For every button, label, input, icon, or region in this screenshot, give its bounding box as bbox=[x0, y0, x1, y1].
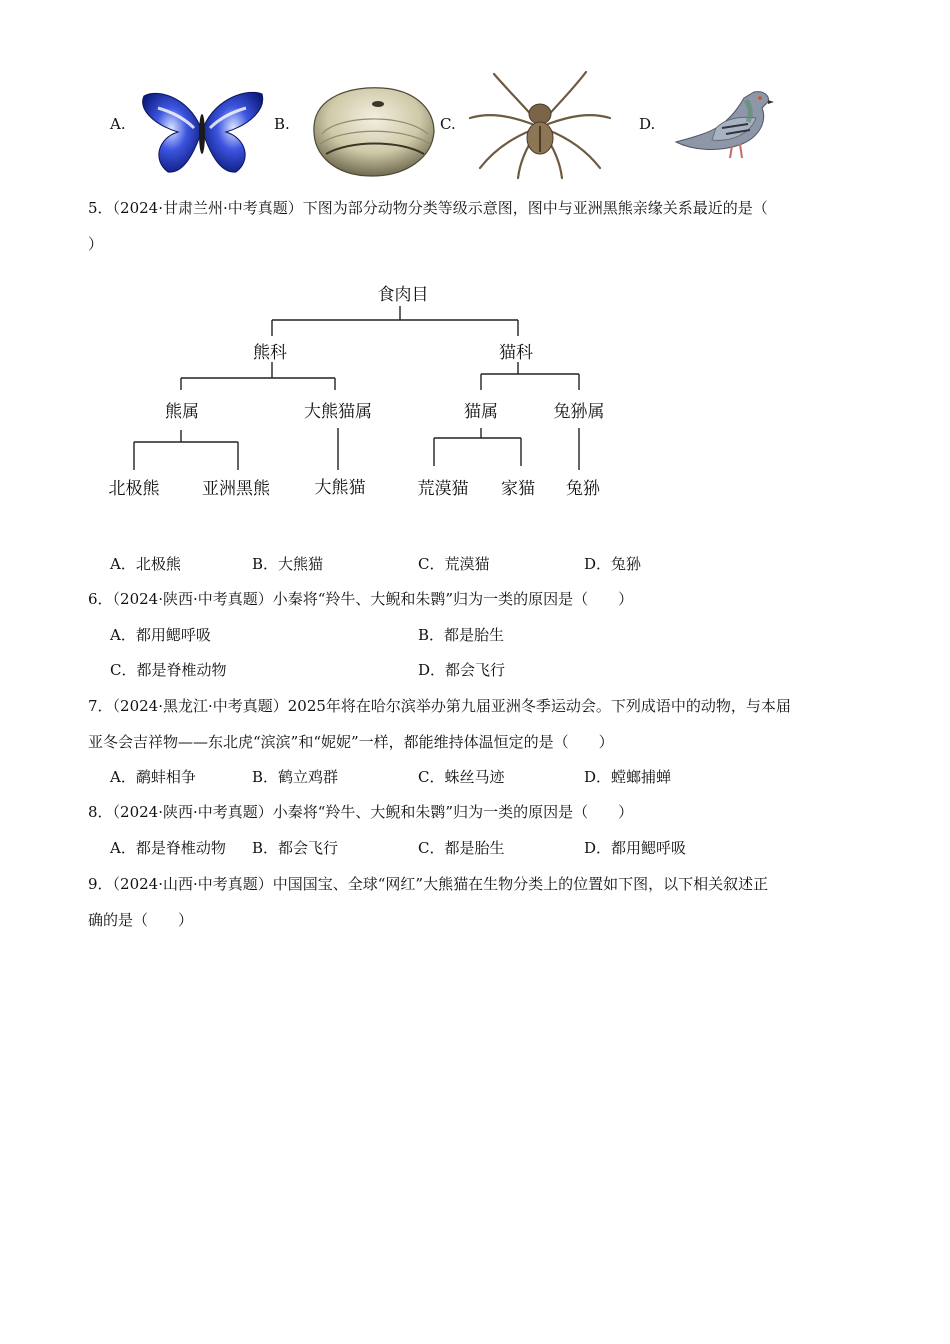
butterfly-image bbox=[138, 88, 266, 176]
q9-stem-line2: 确的是（ ） bbox=[88, 911, 194, 929]
q5-stem-line2: ） bbox=[88, 235, 104, 253]
q4-option-b-label: B. bbox=[274, 115, 290, 133]
tree-node-lynx-genus: 兔狲属 bbox=[553, 402, 605, 422]
q5-option-a[interactable]: A．北极熊 bbox=[110, 555, 181, 573]
tree-leaf-house-cat: 家猫 bbox=[501, 479, 535, 499]
q7-option-a[interactable]: A．鹬蚌相争 bbox=[110, 768, 196, 786]
tree-node-root: 食肉目 bbox=[377, 285, 429, 305]
classification-tree bbox=[0, 270, 700, 510]
pigeon-image bbox=[672, 78, 774, 168]
tree-node-cat-genus: 猫属 bbox=[464, 402, 498, 422]
q6-option-c[interactable]: C．都是脊椎动物 bbox=[110, 661, 227, 679]
q6-option-a[interactable]: A．都用鳃呼吸 bbox=[110, 626, 211, 644]
q8-option-c[interactable]: C．都是胎生 bbox=[418, 839, 505, 857]
tree-leaf-manul: 兔狲 bbox=[566, 479, 600, 499]
q5-stem-line1: 5．（2024·甘肃兰州·中考真题）下图为部分动物分类等级示意图，图中与亚洲黑熊亲缘关系最近的是（ bbox=[88, 199, 768, 217]
q7-option-c[interactable]: C．蛛丝马迹 bbox=[418, 768, 505, 786]
q8-option-a[interactable]: A．都是脊椎动物 bbox=[110, 839, 226, 857]
q8-option-b[interactable]: B．都会飞行 bbox=[252, 839, 339, 857]
q6-option-d[interactable]: D．都会飞行 bbox=[418, 661, 506, 679]
q5-option-c[interactable]: C．荒漠猫 bbox=[418, 555, 490, 573]
tree-node-bear-genus: 熊属 bbox=[165, 402, 199, 422]
q4-option-c-label: C. bbox=[440, 115, 456, 133]
tree-node-cat-family: 猫科 bbox=[499, 343, 533, 363]
spider-image bbox=[466, 68, 614, 180]
q4-option-a-label: A. bbox=[110, 115, 126, 133]
tree-leaf-desert-cat: 荒漠猫 bbox=[417, 479, 469, 499]
q9-stem-line1: 9．（2024·山西·中考真题）中国国宝、全球“网红”大熊猫在生物分类上的位置如下图，以下相关叙述正 bbox=[88, 875, 769, 893]
q7-option-d[interactable]: D．螳螂捕蝉 bbox=[584, 768, 672, 786]
clam-image bbox=[306, 82, 438, 180]
q6-stem: 6．（2024·陕西·中考真题）小秦将“羚牛、大鲵和朱鹮”归为一类的原因是（ ） bbox=[88, 590, 634, 608]
tree-leaf-giant-panda: 大熊猫 bbox=[314, 478, 366, 498]
tree-leaf-asian-black-bear: 亚洲黑熊 bbox=[202, 479, 270, 499]
q7-stem-line2: 亚冬会吉祥物——东北虎“滨滨”和“妮妮”一样，都能维持体温恒定的是（ ） bbox=[88, 733, 614, 751]
q4-option-d-label: D. bbox=[639, 115, 656, 133]
q7-option-b[interactable]: B．鹤立鸡群 bbox=[252, 768, 339, 786]
q5-option-d[interactable]: D．兔狲 bbox=[584, 555, 642, 573]
q8-stem: 8．（2024·陕西·中考真题）小秦将“羚牛、大鲵和朱鹮”归为一类的原因是（ ） bbox=[88, 803, 634, 821]
q7-stem-line1: 7．（2024·黑龙江·中考真题）2025年将在哈尔滨举办第九届亚洲冬季运动会。下列成语中的动物，与本届 bbox=[88, 697, 791, 715]
q5-option-b[interactable]: B．大熊猫 bbox=[252, 555, 324, 573]
tree-node-panda-genus: 大熊猫属 bbox=[304, 402, 372, 422]
q6-option-b[interactable]: B．都是胎生 bbox=[418, 626, 505, 644]
tree-leaf-polar-bear: 北极熊 bbox=[108, 479, 160, 499]
tree-node-bear-family: 熊科 bbox=[253, 343, 287, 363]
q8-option-d[interactable]: D．都用鳃呼吸 bbox=[584, 839, 687, 857]
